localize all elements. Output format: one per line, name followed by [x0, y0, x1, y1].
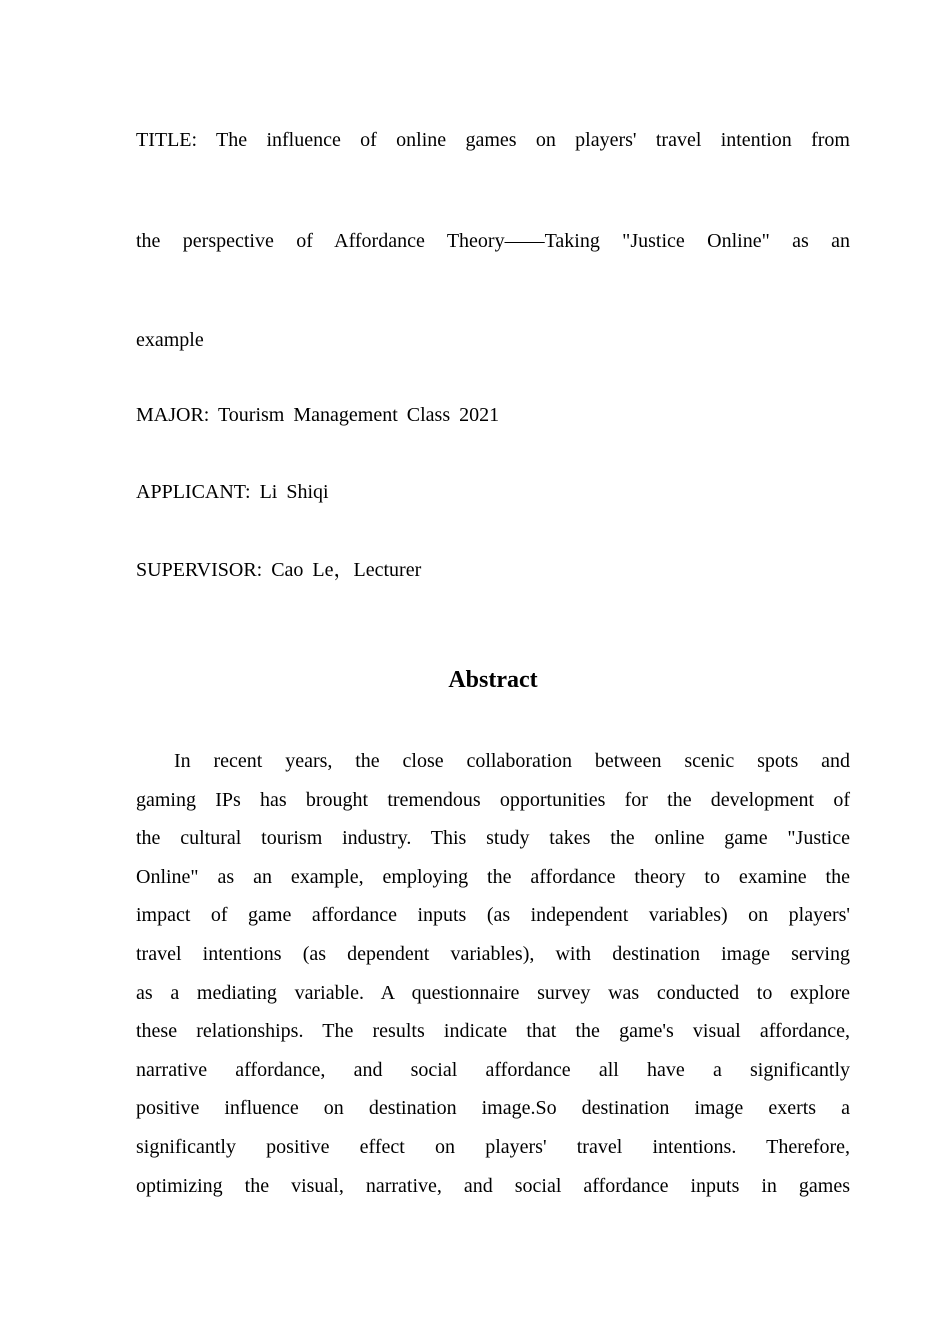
- abstract-line: significantly positive effect on players' travel intentions. Therefore,: [136, 1135, 850, 1158]
- abstract-heading: Abstract: [448, 667, 538, 693]
- abstract-line: travel intentions (as dependent variables), with destination image serving: [136, 942, 850, 965]
- major-line: MAJOR: Tourism Management Class 2021: [136, 404, 500, 426]
- title-line-2: the perspective of Affordance Theory——Taking "Justice Online" as an: [136, 230, 850, 252]
- title-line-3: example: [136, 329, 204, 351]
- title-line-1: TITLE: The influence of online games on players' travel intention from: [136, 129, 850, 151]
- abstract-line: narrative affordance, and social affordance all have a significantly: [136, 1058, 850, 1081]
- applicant-line: APPLICANT: Li Shiqi: [136, 481, 329, 503]
- abstract-line: Online" as an example, employing the affordance theory to examine the: [136, 865, 850, 888]
- supervisor-line: SUPERVISOR: Cao Le，Lecturer: [136, 559, 422, 581]
- abstract-line: as a mediating variable. A questionnaire survey was conducted to explore: [136, 981, 850, 1004]
- abstract-line: these relationships. The results indicate that the game's visual affordance,: [136, 1020, 850, 1043]
- abstract-line: the cultural tourism industry. This study takes the online game "Justice: [136, 827, 850, 850]
- abstract-line: gaming IPs has brought tremendous opportunities for the development of: [136, 788, 850, 811]
- abstract-line: impact of game affordance inputs (as independent variables) on players': [136, 904, 850, 927]
- abstract-line: optimizing the visual, narrative, and social affordance inputs in games: [136, 1174, 850, 1197]
- abstract-body: [136, 744, 850, 1207]
- abstract-line: In recent years, the close collaboration between scenic spots and: [174, 750, 850, 772]
- abstract-line: positive influence on destination image.So destination image exerts a: [136, 1097, 850, 1120]
